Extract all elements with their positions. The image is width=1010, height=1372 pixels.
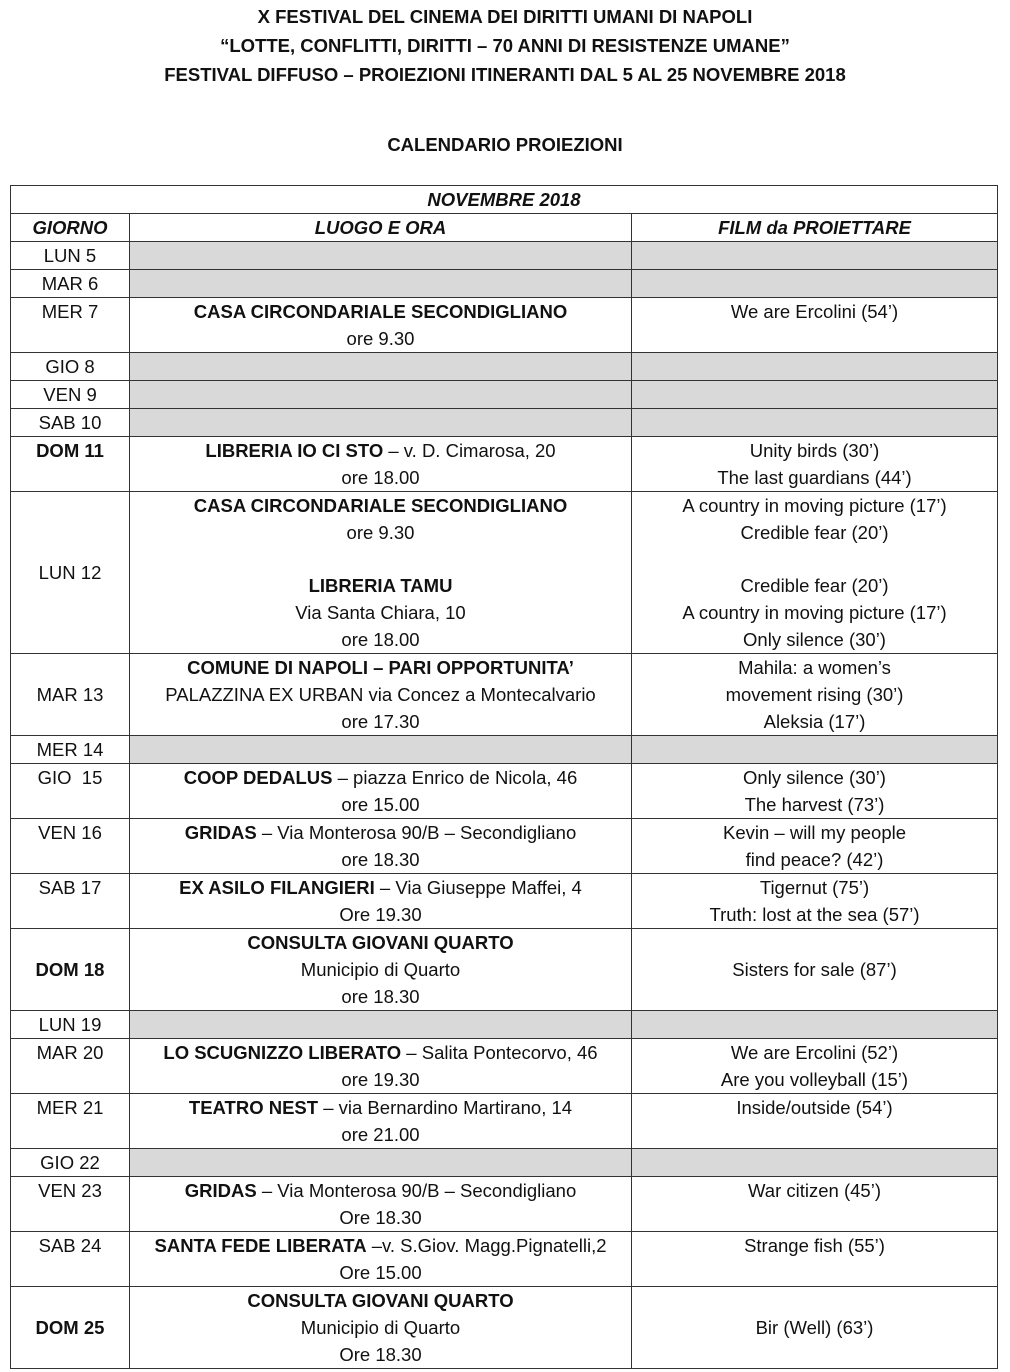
film-title: Tigernut (75’) bbox=[759, 877, 870, 898]
day-cell: GIO 22 bbox=[11, 1149, 130, 1177]
venue-cell bbox=[130, 654, 632, 736]
films-cell bbox=[632, 819, 998, 874]
venue-cell bbox=[130, 1287, 632, 1369]
day-cell: SAB 17 bbox=[11, 874, 130, 929]
venue-name: CASA CIRCONDARIALE SECONDIGLIANO bbox=[193, 495, 568, 516]
venue-address: – piazza Enrico de Nicola, 46 bbox=[332, 767, 578, 788]
film-title: Inside/outside (54’) bbox=[736, 1097, 893, 1118]
venue-cell-empty bbox=[130, 1011, 632, 1039]
table-row bbox=[11, 764, 998, 819]
venue-cell bbox=[130, 1177, 632, 1232]
films-cell-empty bbox=[632, 381, 998, 409]
day-cell: SAB 10 bbox=[11, 409, 130, 437]
films-cell bbox=[632, 437, 998, 492]
screening-time: ore 15.00 bbox=[341, 794, 420, 815]
day-cell: LUN 19 bbox=[11, 1011, 130, 1039]
day-cell: MAR 6 bbox=[11, 270, 130, 298]
month-row bbox=[11, 186, 998, 214]
film-title: Aleksia (17’) bbox=[763, 711, 866, 732]
table-row bbox=[11, 736, 998, 764]
film-title: movement rising (30’) bbox=[725, 684, 904, 705]
venue-name: COMUNE DI NAPOLI – PARI OPPORTUNITA’ bbox=[187, 657, 574, 678]
table-row bbox=[11, 1011, 998, 1039]
table-row bbox=[11, 270, 998, 298]
venue-address: – Via Monterosa 90/B – Secondigliano bbox=[256, 822, 577, 843]
table-row bbox=[11, 353, 998, 381]
month-label: NOVEMBRE 2018 bbox=[11, 186, 998, 214]
document-header bbox=[0, 0, 1010, 89]
table-row bbox=[11, 409, 998, 437]
film-title: We are Ercolini (52’) bbox=[730, 1042, 899, 1063]
venue-address: Municipio di Quarto bbox=[300, 959, 461, 980]
film-title: Are you volleyball (15’) bbox=[720, 1069, 909, 1090]
film-title: Unity birds (30’) bbox=[749, 440, 880, 461]
venue-cell bbox=[130, 819, 632, 874]
venue-address: PALAZZINA EX URBAN via Concez a Montecalvario bbox=[165, 684, 596, 705]
venue-name: TEATRO NEST bbox=[188, 1097, 319, 1118]
films-cell-empty bbox=[632, 353, 998, 381]
films-cell bbox=[632, 874, 998, 929]
table-row bbox=[11, 1094, 998, 1149]
film-title: A country in moving picture (17’) bbox=[682, 495, 947, 516]
film-title: Credible fear (20’) bbox=[740, 522, 889, 543]
day-cell: DOM 11 bbox=[11, 437, 130, 492]
spacer bbox=[636, 546, 993, 572]
screening-time: ore 9.30 bbox=[346, 328, 415, 349]
venue-cell-empty bbox=[130, 270, 632, 298]
films-cell bbox=[632, 1039, 998, 1094]
films-cell bbox=[632, 929, 998, 1011]
day-cell: VEN 9 bbox=[11, 381, 130, 409]
venue-cell bbox=[130, 1232, 632, 1287]
column-header-films: FILM da PROIETTARE bbox=[632, 214, 998, 242]
venue-name: EX ASILO FILANGIERI bbox=[179, 877, 375, 898]
screening-time: ore 17.30 bbox=[341, 711, 420, 732]
films-cell-empty bbox=[632, 270, 998, 298]
film-title: The harvest (73’) bbox=[744, 794, 885, 815]
screening-time: ore 18.00 bbox=[341, 629, 420, 650]
film-title: Credible fear (20’) bbox=[740, 575, 889, 596]
venue-cell-empty bbox=[130, 1149, 632, 1177]
day-cell: MER 21 bbox=[11, 1094, 130, 1149]
venue-name: CONSULTA GIOVANI QUARTO bbox=[247, 1290, 514, 1311]
screening-time: Ore 18.30 bbox=[339, 1344, 422, 1365]
column-header-venue: LUOGO E ORA bbox=[130, 214, 632, 242]
films-cell bbox=[632, 1177, 998, 1232]
column-header-day: GIORNO bbox=[11, 214, 130, 242]
venue-name: CASA CIRCONDARIALE SECONDIGLIANO bbox=[193, 301, 568, 322]
day-cell: MER 14 bbox=[11, 736, 130, 764]
films-cell-empty bbox=[632, 409, 998, 437]
venue-address: – Via Monterosa 90/B – Secondigliano bbox=[256, 1180, 577, 1201]
venue-address: – v. D. Cimarosa, 20 bbox=[383, 440, 556, 461]
day-cell: DOM 25 bbox=[11, 1287, 130, 1369]
venue-address: – via Bernardino Martirano, 14 bbox=[318, 1097, 573, 1118]
venue-cell bbox=[130, 1094, 632, 1149]
calendar-title: CALENDARIO PROIEZIONI bbox=[387, 134, 623, 155]
venue-cell bbox=[130, 764, 632, 819]
films-cell-empty bbox=[632, 1149, 998, 1177]
film-title: Truth: lost at the sea (57’) bbox=[709, 904, 920, 925]
table-row bbox=[11, 381, 998, 409]
table-row bbox=[11, 492, 998, 654]
screening-time: ore 18.30 bbox=[341, 986, 420, 1007]
column-header-row bbox=[11, 214, 998, 242]
day-cell: VEN 16 bbox=[11, 819, 130, 874]
venue-cell bbox=[130, 874, 632, 929]
film-title: The last guardians (44’) bbox=[717, 467, 912, 488]
table-row bbox=[11, 1149, 998, 1177]
venue-name: LO SCUGNIZZO LIBERATO bbox=[163, 1042, 402, 1063]
films-cell bbox=[632, 298, 998, 353]
venue-cell bbox=[130, 298, 632, 353]
films-cell bbox=[632, 1232, 998, 1287]
screening-time: ore 21.00 bbox=[341, 1124, 420, 1145]
films-cell bbox=[632, 654, 998, 736]
films-cell-empty bbox=[632, 242, 998, 270]
venue-cell-empty bbox=[130, 381, 632, 409]
festival-title: X FESTIVAL DEL CINEMA DEI DIRITTI UMANI DI NAPOLI bbox=[257, 6, 753, 27]
venue-name: GRIDAS bbox=[184, 822, 257, 843]
venue-cell bbox=[130, 1039, 632, 1094]
table-row bbox=[11, 929, 998, 1011]
screening-time: Ore 19.30 bbox=[339, 904, 422, 925]
day-cell: VEN 23 bbox=[11, 1177, 130, 1232]
films-cell-empty bbox=[632, 1011, 998, 1039]
screening-calendar-table bbox=[10, 185, 998, 1369]
screening-time: ore 18.30 bbox=[341, 849, 420, 870]
table-row bbox=[11, 874, 998, 929]
venue-cell-empty bbox=[130, 242, 632, 270]
venue-cell bbox=[130, 492, 632, 654]
day-cell: MER 7 bbox=[11, 298, 130, 353]
film-title: Sisters for sale (87’) bbox=[732, 959, 897, 980]
film-title: Kevin – will my people bbox=[722, 822, 907, 843]
venue-cell-empty bbox=[130, 409, 632, 437]
film-title: find peace? (42’) bbox=[745, 849, 884, 870]
venue-address: –v. S.Giov. Magg.Pignatelli,2 bbox=[366, 1235, 607, 1256]
screening-time: Ore 18.30 bbox=[339, 1207, 422, 1228]
festival-theme: “LOTTE, CONFLITTI, DIRITTI – 70 ANNI DI RESISTENZE UMANE” bbox=[220, 35, 790, 56]
day-cell: LUN 5 bbox=[11, 242, 130, 270]
venue-address: – Via Giuseppe Maffei, 4 bbox=[374, 877, 582, 898]
table-row bbox=[11, 242, 998, 270]
venue-cell bbox=[130, 437, 632, 492]
films-cell bbox=[632, 1287, 998, 1369]
film-title: Bir (Well) (63’) bbox=[755, 1317, 874, 1338]
films-cell bbox=[632, 492, 998, 654]
venue-name: SANTA FEDE LIBERATA bbox=[154, 1235, 367, 1256]
screening-time: ore 19.30 bbox=[341, 1069, 420, 1090]
screening-time: ore 18.00 bbox=[341, 467, 420, 488]
films-cell bbox=[632, 1094, 998, 1149]
day-cell: MAR 13 bbox=[11, 654, 130, 736]
venue-name: LIBRERIA TAMU bbox=[308, 575, 453, 596]
day-cell: MAR 20 bbox=[11, 1039, 130, 1094]
day-cell: GIO 15 bbox=[11, 764, 130, 819]
day-cell: LUN 12 bbox=[11, 492, 130, 654]
venue-name: GRIDAS bbox=[184, 1180, 257, 1201]
day-cell: SAB 24 bbox=[11, 1232, 130, 1287]
table-row bbox=[11, 819, 998, 874]
day-cell: DOM 18 bbox=[11, 929, 130, 1011]
films-cell-empty bbox=[632, 736, 998, 764]
film-title: Only silence (30’) bbox=[743, 629, 886, 650]
table-row bbox=[11, 437, 998, 492]
venue-name: COOP DEDALUS bbox=[183, 767, 333, 788]
venue-name: LIBRERIA IO CI STO bbox=[205, 440, 384, 461]
venue-cell-empty bbox=[130, 736, 632, 764]
film-title: War citizen (45’) bbox=[748, 1180, 881, 1201]
venue-address: – Salita Pontecorvo, 46 bbox=[401, 1042, 598, 1063]
film-title: We are Ercolini (54’) bbox=[730, 301, 899, 322]
venue-address: Municipio di Quarto bbox=[300, 1317, 461, 1338]
venue-name: CONSULTA GIOVANI QUARTO bbox=[247, 932, 514, 953]
spacer bbox=[134, 546, 627, 572]
film-title: Mahila: a women’s bbox=[738, 657, 891, 678]
table-row bbox=[11, 298, 998, 353]
film-title: Strange fish (55’) bbox=[744, 1235, 885, 1256]
table-row bbox=[11, 1232, 998, 1287]
day-cell: GIO 8 bbox=[11, 353, 130, 381]
table-row bbox=[11, 1039, 998, 1094]
table-row bbox=[11, 654, 998, 736]
table-row bbox=[11, 1287, 998, 1369]
venue-address: Via Santa Chiara, 10 bbox=[295, 602, 466, 623]
table-row bbox=[11, 1177, 998, 1232]
screening-time: ore 9.30 bbox=[346, 522, 415, 543]
venue-cell-empty bbox=[130, 353, 632, 381]
film-title: Only silence (30’) bbox=[743, 767, 886, 788]
venue-cell bbox=[130, 929, 632, 1011]
film-title: A country in moving picture (17’) bbox=[682, 602, 947, 623]
screening-time: Ore 15.00 bbox=[339, 1262, 422, 1283]
films-cell bbox=[632, 764, 998, 819]
festival-dates: FESTIVAL DIFFUSO – PROIEZIONI ITINERANTI DAL 5 AL 25 NOVEMBRE 2018 bbox=[164, 64, 846, 85]
